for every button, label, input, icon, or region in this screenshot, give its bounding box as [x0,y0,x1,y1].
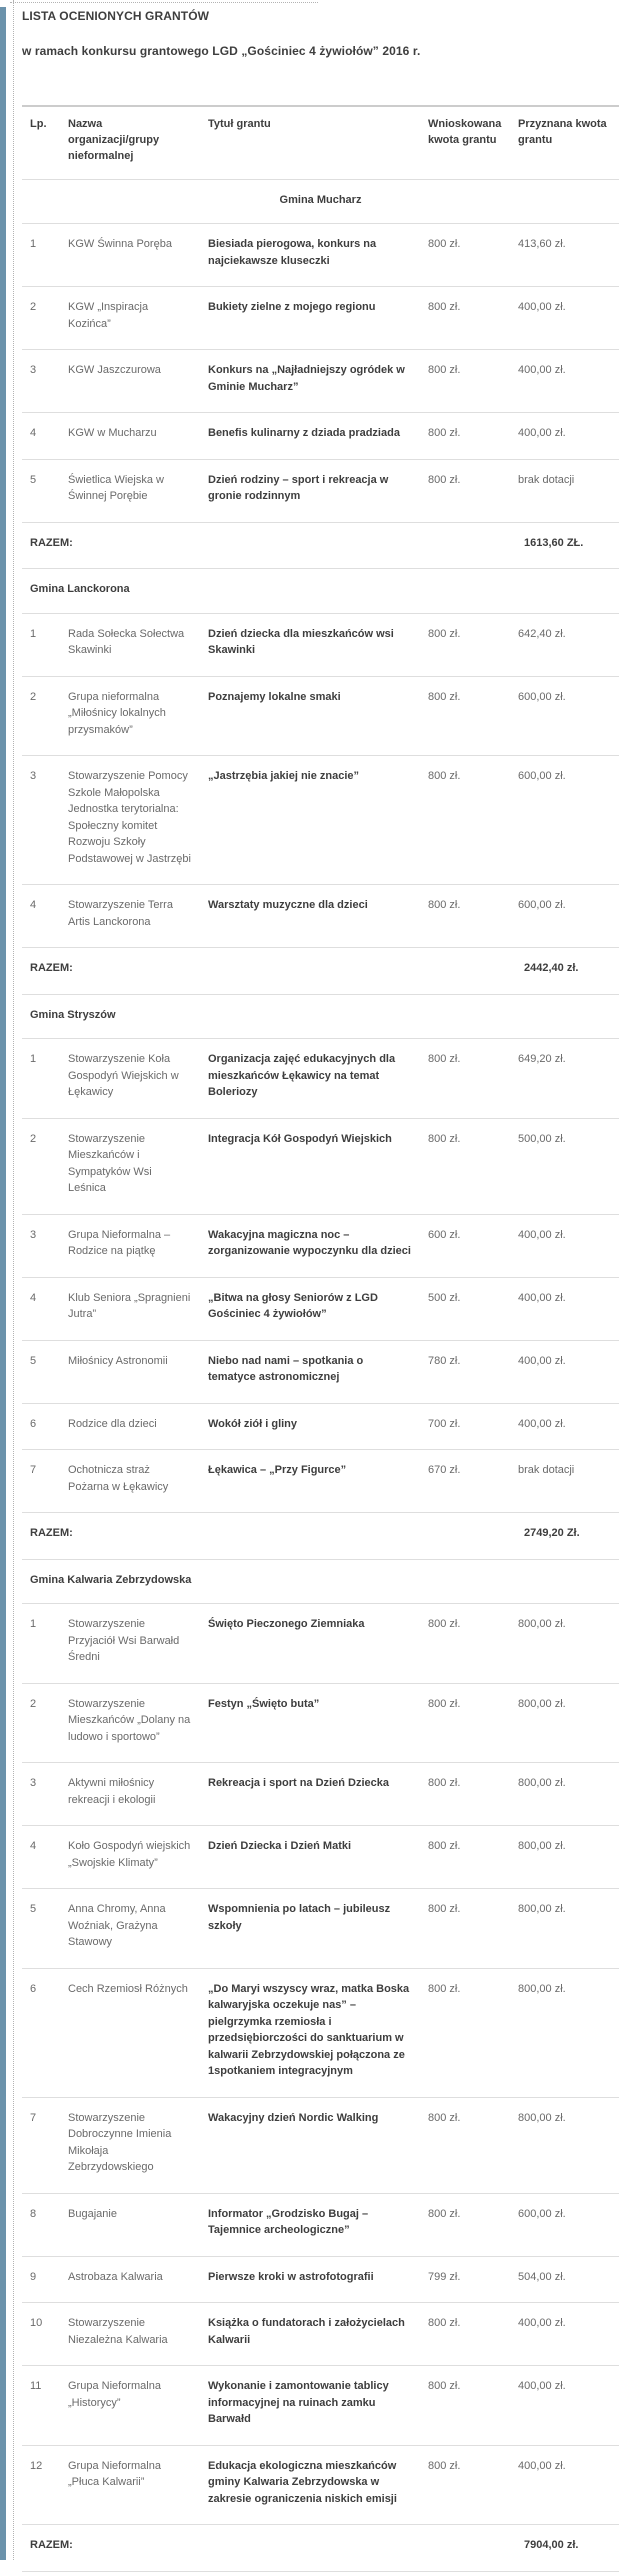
section-title: Gmina Kalwaria Zebrzydowska [22,1559,619,1604]
document-content [22,0,619,2572]
grant-title-cell: Wokół ziół i gliny [200,1403,420,1450]
grant-title-cell: „Jastrzębia jakiej nie znacie” [200,756,420,885]
table-row [22,2445,619,2525]
table-row [22,1118,619,1214]
grant-title-cell: Organizacja zajęć edukacyjnych dla mieszkańców Łękawicy na temat Boleriozy [200,1039,420,1119]
granted-amount-cell: 500,00 zł. [510,1118,619,1214]
granted-amount-cell: 800,00 zł. [510,1826,619,1889]
grant-title-cell: „Do Maryi wszyscy wraz, matka Boska kalwaryjska oczekuje nas” – pielgrzymka rzemiosła i przedsiębiorczości do sanktuarium w kalwarii Zebrzydowskiej połączona ze 1spotkaniem integracyjnym [200,1968,420,2097]
grants-table [22,105,619,2572]
grants-table-header [22,106,619,179]
total-label: RAZEM: [22,2525,510,2572]
total-amount: 2442,40 zł. [510,948,619,995]
organization-cell: Świetlica Wiejska w Świnnej Porębie [60,459,200,522]
organization-cell: Stowarzyszenie Przyjaciół Wsi Barwałd Średni [60,1604,200,1684]
table-row [22,1968,619,2097]
grant-title-cell: Benefis kulinarny z dziada pradziada [200,413,420,460]
granted-amount-cell: 400,00 zł. [510,287,619,350]
granted-amount-cell: 800,00 zł. [510,1683,619,1763]
row-number-cell: 3 [22,1214,60,1277]
organization-cell: Grupa nieformalna „Miłośnicy lokalnych przysmaków” [60,676,200,756]
organization-cell: KGW Jaszczurowa [60,350,200,413]
row-number-cell: 2 [22,1683,60,1763]
granted-amount-cell: 642,40 zł. [510,613,619,676]
column-header-lp: Lp. [22,106,60,179]
table-row [22,2097,619,2193]
grant-title-cell: Wakacyjny dzień Nordic Walking [200,2097,420,2193]
granted-amount-cell: 800,00 zł. [510,1763,619,1826]
row-number-cell: 2 [22,676,60,756]
requested-amount-cell: 800 zł. [420,613,510,676]
grant-title-cell: Poznajemy lokalne smaki [200,676,420,756]
row-number-cell: 7 [22,2097,60,2193]
organization-cell: Koło Gospodyń wiejskich „Swojskie Klimaty” [60,1826,200,1889]
row-number-cell: 1 [22,224,60,287]
table-row [22,2303,619,2366]
page-subtitle: w ramach konkursu grantowego LGD „Gościniec 4 żywiołów” 2016 r. [22,44,421,58]
row-number-cell: 5 [22,1889,60,1969]
organization-cell: Stowarzyszenie Pomocy Szkole Małopolska Jednostka terytorialna: Społeczny komitet Rozwoju Szkoły Podstawowej w Jastrzębi [60,756,200,885]
grant-title-cell: Dzień dziecka dla mieszkańców wsi Skawinki [200,613,420,676]
row-number-cell: 3 [22,756,60,885]
table-row [22,413,619,460]
grant-title-cell: Niebo nad nami – spotkania o tematyce astronomicznej [200,1340,420,1403]
requested-amount-cell: 670 zł. [420,1450,510,1513]
requested-amount-cell: 800 zł. [420,1039,510,1119]
organization-cell: KGW „Inspiracja Kozińca” [60,287,200,350]
organization-cell: Bugajanie [60,2193,200,2256]
section-title: Gmina Stryszów [22,994,619,1039]
column-header-requested: Wnioskowana kwota grantu [420,106,510,179]
grant-title-cell: Warsztaty muzyczne dla dzieci [200,885,420,948]
table-row [22,676,619,756]
row-number-cell: 3 [22,350,60,413]
table-row [22,1889,619,1969]
granted-amount-cell: 413,60 zł. [510,224,619,287]
section-total-row [22,948,619,995]
requested-amount-cell: 800 zł. [420,1118,510,1214]
total-amount: 2749,20 Zł. [510,1513,619,1560]
organization-cell: Grupa Nieformalna „Historycy” [60,2366,200,2446]
grant-title-cell: Rekreacja i sport na Dzień Dziecka [200,1763,420,1826]
row-number-cell: 1 [22,1039,60,1119]
section-total-row [22,522,619,569]
requested-amount-cell: 800 zł. [420,224,510,287]
section-total-row [22,2525,619,2572]
section-total-row [22,1513,619,1560]
section-header-row [22,1559,619,1604]
table-row [22,1604,619,1684]
granted-amount-cell: 800,00 zł. [510,1889,619,1969]
table-row [22,459,619,522]
grant-title-cell: Biesiada pierogowa, konkurs na najciekawsze kluseczki [200,224,420,287]
table-row [22,756,619,885]
total-amount: 1613,60 ZŁ. [510,522,619,569]
grant-title-cell: Wakacyjna magiczna noc – zorganizowanie wypoczynku dla dzieci [200,1214,420,1277]
table-row [22,2193,619,2256]
row-number-cell: 2 [22,287,60,350]
table-row [22,1683,619,1763]
granted-amount-cell: 600,00 zł. [510,2193,619,2256]
requested-amount-cell: 780 zł. [420,1340,510,1403]
row-number-cell: 4 [22,1277,60,1340]
table-row [22,885,619,948]
requested-amount-cell: 800 zł. [420,2193,510,2256]
table-row [22,224,619,287]
requested-amount-cell: 600 zł. [420,1214,510,1277]
requested-amount-cell: 500 zł. [420,1277,510,1340]
row-number-cell: 5 [22,459,60,522]
granted-amount-cell: 600,00 zł. [510,676,619,756]
grant-title-cell: Konkurs na „Najładniejszy ogródek w Gminie Mucharz” [200,350,420,413]
section-header-row [22,994,619,1039]
grant-title-cell: Łękawica – „Przy Figurce” [200,1450,420,1513]
granted-amount-cell: 400,00 zł. [510,1214,619,1277]
requested-amount-cell: 799 zł. [420,2256,510,2303]
page-title: LISTA OCENIONYCH GRANTÓW [22,9,210,23]
total-label: RAZEM: [22,948,510,995]
grant-title-cell: Święto Pieczonego Ziemniaka [200,1604,420,1684]
column-header-granted: Przyznana kwota grantu [510,106,619,179]
total-amount: 7904,00 zł. [510,2525,619,2572]
organization-cell: Ochotnicza straż Pożarna w Łękawicy [60,1450,200,1513]
requested-amount-cell: 800 zł. [420,413,510,460]
organization-cell: Klub Seniora „Spragnieni Jutra” [60,1277,200,1340]
organization-cell: Anna Chromy, Anna Woźniak, Grażyna Stawowy [60,1889,200,1969]
section-title: Gmina Mucharz [22,179,619,224]
row-number-cell: 2 [22,1118,60,1214]
grant-title-cell: Wspomnienia po latach – jubileusz szkoły [200,1889,420,1969]
table-row [22,1763,619,1826]
grant-title-cell: Książka o fundatorach i założycielach Kalwarii [200,2303,420,2366]
table-row [22,1214,619,1277]
organization-cell: Stowarzyszenie Dobroczynne Imienia Mikołaja Zebrzydowskiego [60,2097,200,2193]
organization-cell: Stowarzyszenie Koła Gospodyń Wiejskich w Łękawicy [60,1039,200,1119]
grant-title-cell: Dzień Dziecka i Dzień Matki [200,1826,420,1889]
grants-table-body [22,179,619,2571]
row-number-cell: 11 [22,2366,60,2446]
table-row [22,613,619,676]
organization-cell: KGW Świnna Poręba [60,224,200,287]
grant-title-cell: Festyn „Święto buta” [200,1683,420,1763]
row-number-cell: 4 [22,413,60,460]
table-row [22,1277,619,1340]
grant-title-cell: Informator „Grodzisko Bugaj – Tajemnice archeologiczne” [200,2193,420,2256]
granted-amount-cell: brak dotacji [510,459,619,522]
granted-amount-cell: 649,20 zł. [510,1039,619,1119]
requested-amount-cell: 800 zł. [420,2445,510,2525]
requested-amount-cell: 800 zł. [420,1763,510,1826]
row-number-cell: 3 [22,1763,60,1826]
grant-title-cell: Edukacja ekologiczna mieszkańców gminy Kalwaria Zebrzydowska w zakresie ograniczenia niskich emisji [200,2445,420,2525]
granted-amount-cell: 600,00 zł. [510,885,619,948]
grant-title-cell: Pierwsze kroki w astrofotografii [200,2256,420,2303]
organization-cell: KGW w Mucharzu [60,413,200,460]
table-row [22,1450,619,1513]
requested-amount-cell: 800 zł. [420,2366,510,2446]
granted-amount-cell: 400,00 zł. [510,2445,619,2525]
table-row [22,287,619,350]
organization-cell: Grupa Nieformalna – Rodzice na piątkę [60,1214,200,1277]
dotted-left-border [13,0,14,2560]
granted-amount-cell: 400,00 zł. [510,413,619,460]
table-row [22,1403,619,1450]
requested-amount-cell: 800 zł. [420,1826,510,1889]
organization-cell: Miłośnicy Astronomii [60,1340,200,1403]
table-row [22,1039,619,1119]
grant-title-cell: Dzień rodziny – sport i rekreacja w gronie rodzinnym [200,459,420,522]
table-row [22,2366,619,2446]
organization-cell: Stowarzyszenie Mieszkańców „Dolany na ludowo i sportowo” [60,1683,200,1763]
granted-amount-cell: 400,00 zł. [510,350,619,413]
organization-cell: Cech Rzemiosł Różnych [60,1968,200,2097]
granted-amount-cell: 400,00 zł. [510,1277,619,1340]
grant-title-cell: Bukiety zielne z mojego regionu [200,287,420,350]
table-row [22,2256,619,2303]
granted-amount-cell: 504,00 zł. [510,2256,619,2303]
granted-amount-cell: 400,00 zł. [510,1403,619,1450]
requested-amount-cell: 800 zł. [420,2303,510,2366]
row-number-cell: 5 [22,1340,60,1403]
organization-cell: Grupa Nieformalna „Płuca Kalwarii” [60,2445,200,2525]
requested-amount-cell: 800 zł. [420,1683,510,1763]
granted-amount-cell: 600,00 zł. [510,756,619,885]
granted-amount-cell: 400,00 zł. [510,1340,619,1403]
requested-amount-cell: 800 zł. [420,2097,510,2193]
organization-cell: Stowarzyszenie Terra Artis Lanckorona [60,885,200,948]
row-number-cell: 1 [22,1604,60,1684]
requested-amount-cell: 800 zł. [420,287,510,350]
requested-amount-cell: 800 zł. [420,756,510,885]
requested-amount-cell: 800 zł. [420,885,510,948]
granted-amount-cell: 800,00 zł. [510,1604,619,1684]
requested-amount-cell: 800 zł. [420,676,510,756]
row-number-cell: 6 [22,1968,60,2097]
row-number-cell: 1 [22,613,60,676]
row-number-cell: 4 [22,885,60,948]
requested-amount-cell: 800 zł. [420,1968,510,2097]
row-number-cell: 4 [22,1826,60,1889]
table-row [22,1340,619,1403]
requested-amount-cell: 700 zł. [420,1403,510,1450]
row-number-cell: 8 [22,2193,60,2256]
granted-amount-cell: brak dotacji [510,1450,619,1513]
accent-strip [0,7,6,2560]
requested-amount-cell: 800 zł. [420,1604,510,1684]
requested-amount-cell: 800 zł. [420,1889,510,1969]
total-label: RAZEM: [22,522,510,569]
section-title: Gmina Lanckorona [22,569,619,614]
organization-cell: Rada Sołecka Sołectwa Skawinki [60,613,200,676]
row-number-cell: 7 [22,1450,60,1513]
organization-cell: Astrobaza Kalwaria [60,2256,200,2303]
row-number-cell: 12 [22,2445,60,2525]
granted-amount-cell: 800,00 zł. [510,2097,619,2193]
organization-cell: Stowarzyszenie Niezależna Kalwaria [60,2303,200,2366]
organization-cell: Stowarzyszenie Mieszkańców i Sympatyków Wsi Leśnica [60,1118,200,1214]
column-header-title: Tytuł grantu [200,106,420,179]
row-number-cell: 9 [22,2256,60,2303]
grant-title-cell: Wykonanie i zamontowanie tablicy informacyjnej na ruinach zamku Barwałd [200,2366,420,2446]
grant-title-cell: „Bitwa na głosy Seniorów z LGD Gościniec 4 żywiołów” [200,1277,420,1340]
granted-amount-cell: 800,00 zł. [510,1968,619,2097]
section-header-row [22,569,619,614]
grant-title-cell: Integracja Kół Gospodyń Wiejskich [200,1118,420,1214]
organization-cell: Rodzice dla dzieci [60,1403,200,1450]
organization-cell: Aktywni miłośnicy rekreacji i ekologii [60,1763,200,1826]
requested-amount-cell: 800 zł. [420,350,510,413]
requested-amount-cell: 800 zł. [420,459,510,522]
total-label: RAZEM: [22,1513,510,1560]
row-number-cell: 10 [22,2303,60,2366]
granted-amount-cell: 400,00 zł. [510,2366,619,2446]
row-number-cell: 6 [22,1403,60,1450]
table-row [22,1826,619,1889]
section-header-row [22,179,619,224]
granted-amount-cell: 400,00 zł. [510,2303,619,2366]
column-header-org: Nazwa organizacji/grupy nieformalnej [60,106,200,179]
table-row [22,350,619,413]
